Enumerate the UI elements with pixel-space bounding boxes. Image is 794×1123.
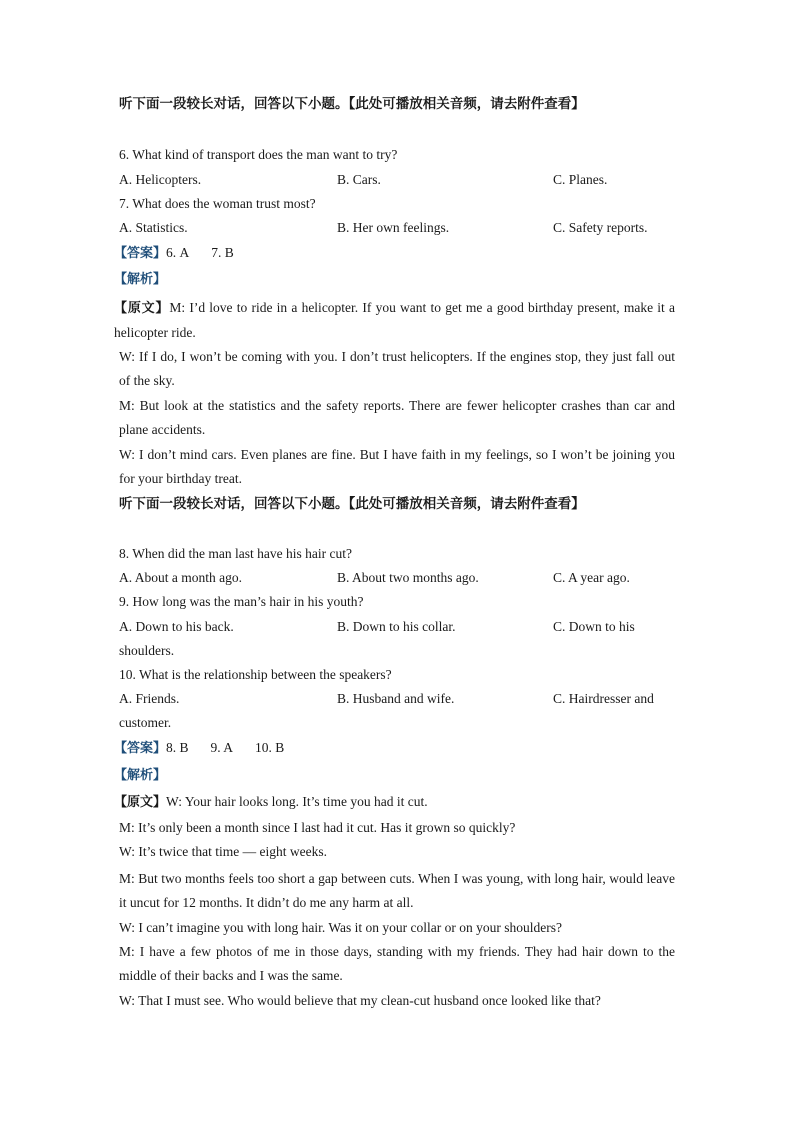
source-tag: 【原文】 [114, 795, 167, 810]
analysis-tag: 【解析】 [114, 768, 167, 783]
question-9-options [119, 618, 679, 636]
transcript-2-line-3: W: It’s twice that time — eight weeks. [119, 844, 327, 859]
transcript-2-line-7: W: That I must see. Who would believe that my clean-cut husband once looked like that? [119, 993, 601, 1008]
option-8c: C. A year ago. [553, 570, 630, 585]
transcript-2-line-5: W: I can’t imagine you with long hair. Was it on your collar or on your shoulders? [119, 920, 562, 935]
section1-instruction: 听下面一段较长对话，回答以下小题。【此处可播放相关音频，请去附件查看】 [119, 96, 585, 112]
transcript-2-line-1 [114, 790, 675, 815]
question-8-options [119, 569, 679, 587]
analysis-line-1 [114, 270, 166, 289]
question-6-options [119, 171, 679, 189]
option-9c-wrap: shoulders. [119, 643, 175, 658]
answer-8: 8. B [166, 740, 189, 755]
transcript-1-line-4: W: I don’t mind cars. Even planes are fine. But I have faith in my feelings, so I won’t be joining you for your birthday treat. [119, 447, 675, 487]
transcript-2-line-4: M: But two months feels too short a gap between cuts. When I was young, with long hair, would leave it uncut for 12 months. It didn’t do me any harm at all. [119, 871, 675, 911]
option-9c: C. Down to his [553, 619, 635, 634]
option-8a: A. About a month ago. [119, 570, 242, 585]
transcript-1-line-1 [114, 296, 675, 345]
question-8-stem: 8. When did the man last have his hair cut? [119, 546, 352, 561]
transcript-1-line-3: M: But look at the statistics and the safety reports. There are fewer helicopter crashes than car and plane accidents. [119, 398, 675, 438]
option-6c: C. Planes. [553, 172, 608, 187]
question-7-options [119, 219, 679, 237]
question-7-stem: 7. What does the woman trust most? [119, 196, 316, 211]
transcript-2-line-6: M: I have a few photos of me in those days, standing with my friends. They had hair down to the middle of their backs and I was the same. [119, 944, 675, 984]
question-9-stem: 9. How long was the man’s hair in his youth? [119, 594, 364, 609]
option-9a: A. Down to his back. [119, 619, 234, 634]
answer-9: 9. A [210, 740, 234, 755]
question-10-options [119, 690, 679, 708]
answer-line-2 [114, 739, 284, 758]
question-10-stem: 10. What is the relationship between the speakers? [119, 667, 392, 682]
analysis-line-2 [114, 766, 166, 785]
source-tag: 【原文】 [114, 301, 170, 316]
option-6b: B. Cars. [337, 172, 381, 187]
option-8b: B. About two months ago. [337, 570, 479, 585]
option-10b: B. Husband and wife. [337, 691, 455, 706]
transcript-1-text-1: M: I’d love to ride in a helicopter. If you want to get me a good birthday present, make it a helicopter ride. [114, 300, 675, 341]
answer-10: 10. B [255, 740, 285, 755]
option-10a: A. Friends. [119, 691, 180, 706]
transcript-2-text-1: W: Your hair looks long. It’s time you had it cut. [166, 794, 428, 809]
option-10c-wrap: customer. [119, 715, 172, 730]
option-9b: B. Down to his collar. [337, 619, 456, 634]
option-6a: A. Helicopters. [119, 172, 202, 187]
transcript-1-line-2: W: If I do, I won’t be coming with you. I don’t trust helicopters. If the engines stop, they just fall out of the sky. [119, 349, 675, 389]
answer-6: 6. A [166, 245, 190, 260]
option-7b: B. Her own feelings. [337, 220, 450, 235]
answer-7: 7. B [211, 245, 234, 260]
answer-tag: 【答案】 [114, 741, 167, 756]
answer-tag: 【答案】 [114, 246, 167, 261]
option-7a: A. Statistics. [119, 220, 188, 235]
analysis-tag: 【解析】 [114, 272, 167, 287]
section2-instruction: 听下面一段较长对话，回答以下小题。【此处可播放相关音频，请去附件查看】 [119, 496, 585, 512]
question-6-stem: 6. What kind of transport does the man want to try? [119, 147, 398, 162]
option-10c: C. Hairdresser and [553, 691, 654, 706]
transcript-2-line-2: M: It’s only been a month since I last had it cut. Has it grown so quickly? [119, 820, 516, 835]
answer-line-1 [114, 244, 234, 263]
option-7c: C. Safety reports. [553, 220, 648, 235]
